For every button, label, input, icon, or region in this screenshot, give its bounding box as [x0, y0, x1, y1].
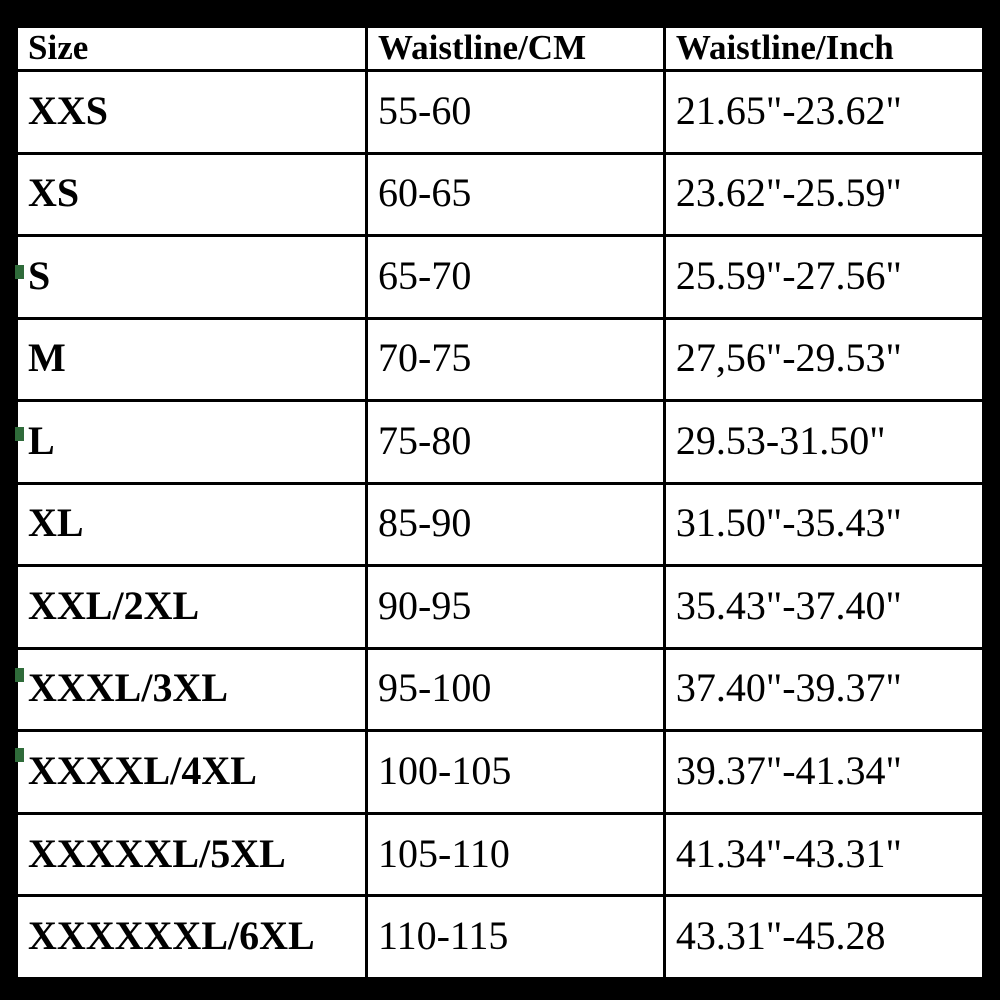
table-body — [17, 71, 984, 979]
cell-cm: 55-60 — [367, 71, 665, 154]
cell-inch: 23.62"-25.59" — [664, 153, 983, 236]
table-header-row — [17, 27, 984, 71]
cell-inch: 39.37"-41.34" — [664, 731, 983, 814]
cell-size: XL — [17, 483, 367, 566]
cell-cm: 60-65 — [367, 153, 665, 236]
cell-cm: 105-110 — [367, 813, 665, 896]
table-header — [17, 27, 984, 71]
table-row — [17, 318, 984, 401]
cell-inch: 29.53-31.50" — [664, 401, 983, 484]
cell-size: XXXXXXL/6XL — [17, 896, 367, 979]
cell-inch: 21.65"-23.62" — [664, 71, 983, 154]
cell-size: S — [17, 236, 367, 319]
cell-cm: 110-115 — [367, 896, 665, 979]
cell-inch: 35.43"-37.40" — [664, 566, 983, 649]
size-chart-table — [15, 25, 985, 980]
table-row — [17, 731, 984, 814]
cell-inch: 37.40"-39.37" — [664, 648, 983, 731]
cell-cm: 95-100 — [367, 648, 665, 731]
cell-cm: 70-75 — [367, 318, 665, 401]
cell-size: L — [17, 401, 367, 484]
cell-inch: 25.59"-27.56" — [664, 236, 983, 319]
cell-size: M — [17, 318, 367, 401]
column-header-size: Size — [17, 27, 367, 71]
table-row — [17, 813, 984, 896]
table-row — [17, 896, 984, 979]
cell-size: XXL/2XL — [17, 566, 367, 649]
table-row — [17, 153, 984, 236]
table-row — [17, 566, 984, 649]
cell-size: XXS — [17, 71, 367, 154]
column-header-waistline-inch: Waistline/Inch — [664, 27, 983, 71]
cell-cm: 85-90 — [367, 483, 665, 566]
column-header-waistline-cm: Waistline/CM — [367, 27, 665, 71]
cell-size: XS — [17, 153, 367, 236]
table-row — [17, 648, 984, 731]
cell-cm: 90-95 — [367, 566, 665, 649]
cell-cm: 75-80 — [367, 401, 665, 484]
cell-cm: 65-70 — [367, 236, 665, 319]
cell-size: XXXXL/4XL — [17, 731, 367, 814]
cell-size: XXXL/3XL — [17, 648, 367, 731]
table-row — [17, 71, 984, 154]
table-row — [17, 401, 984, 484]
cell-inch: 31.50"-35.43" — [664, 483, 983, 566]
cell-cm: 100-105 — [367, 731, 665, 814]
table-row — [17, 483, 984, 566]
cell-inch: 43.31"-45.28 — [664, 896, 983, 979]
cell-size: XXXXXL/5XL — [17, 813, 367, 896]
table-row — [17, 236, 984, 319]
cell-inch: 41.34"-43.31" — [664, 813, 983, 896]
cell-inch: 27,56"-29.53" — [664, 318, 983, 401]
size-chart-container — [15, 25, 985, 980]
